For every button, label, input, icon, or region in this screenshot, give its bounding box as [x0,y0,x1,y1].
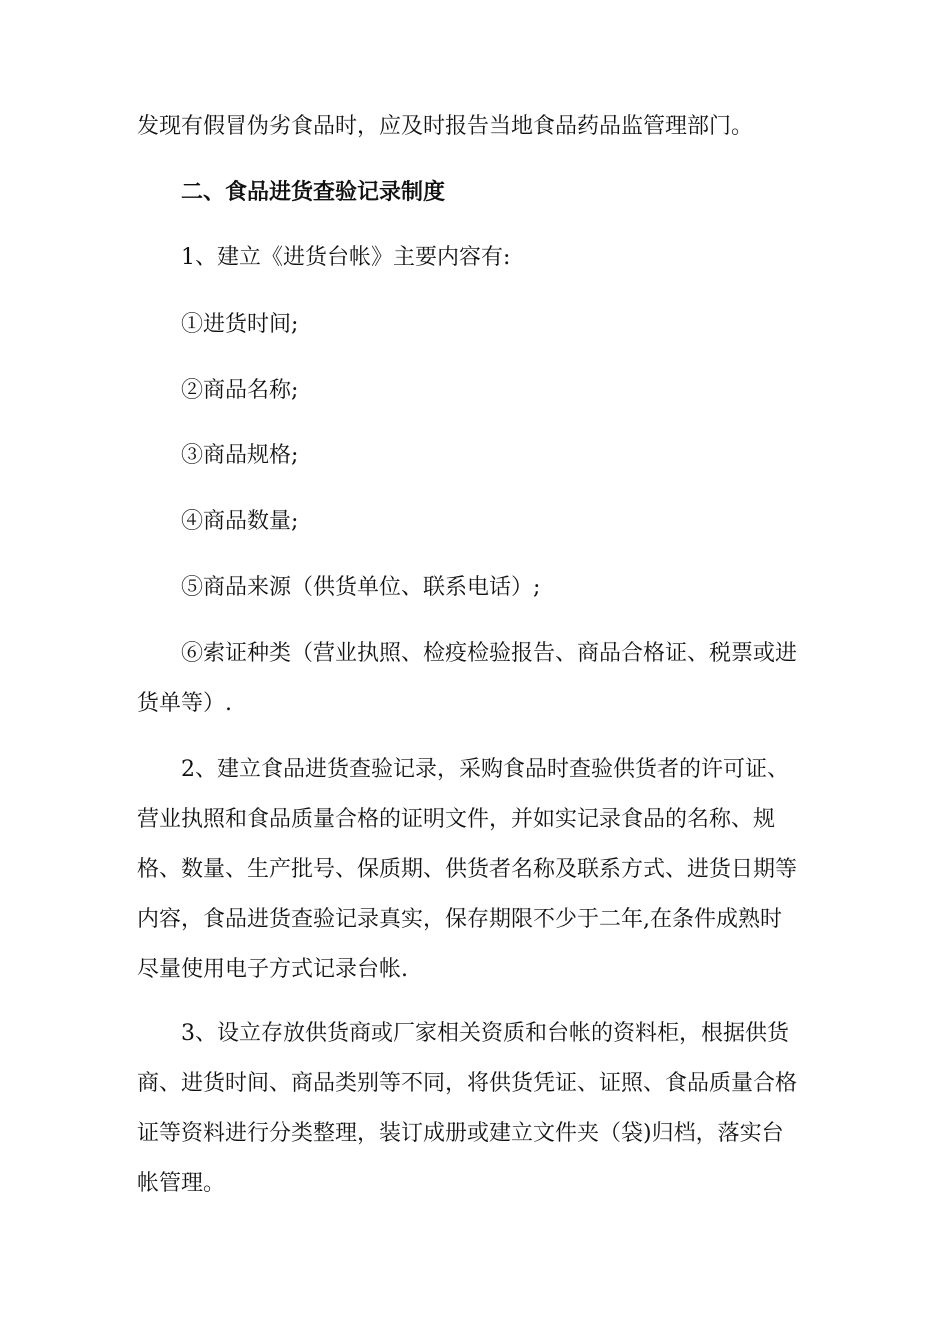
list-item: ①进货时间; [181,312,299,337]
list-item-continuation: 货单等）. [137,691,232,716]
paragraph-line: 营业执照和食品质量合格的证明文件，并如实记录食品的名称、规 [137,807,776,832]
paragraph-line: 尽量使用电子方式记录台帐. [137,957,408,982]
list-item: ⑤商品来源（供货单位、联系电话）; [181,575,541,600]
paragraph-line: 内容，食品进货查验记录真实，保存期限不少于二年,在条件成熟时 [137,907,782,932]
paragraph-line: 帐管理。 [137,1171,226,1196]
paragraph-line: 3、设立存放供货商或厂家相关资质和台帐的资料柜，根据供货 [181,1021,789,1046]
list-item: ②商品名称; [181,378,299,403]
list-intro: 1、建立《进货台帐》主要内容有: [181,245,511,270]
list-item: ③商品规格; [181,443,299,468]
paragraph-line: 证等资料进行分类整理，装订成册或建立文件夹（袋)归档，落实台 [137,1121,784,1146]
paragraph-line: 发现有假冒伪劣食品时，应及时报告当地食品药品监管理部门。 [137,114,754,139]
paragraph-line: 格、数量、生产批号、保质期、供货者名称及联系方式、进货日期等 [137,857,798,882]
list-item: ④商品数量; [181,509,299,534]
paragraph-line: 商、进货时间、商品类别等不同，将供货凭证、证照、食品质量合格 [137,1071,798,1096]
section-heading: 二、食品进货查验记录制度 [181,179,446,205]
paragraph-line: 2、建立食品进货查验记录，采购食品时查验供货者的许可证、 [181,757,789,782]
list-item: ⑥索证种类（营业执照、检疫检验报告、商品合格证、税票或进 [181,641,798,666]
